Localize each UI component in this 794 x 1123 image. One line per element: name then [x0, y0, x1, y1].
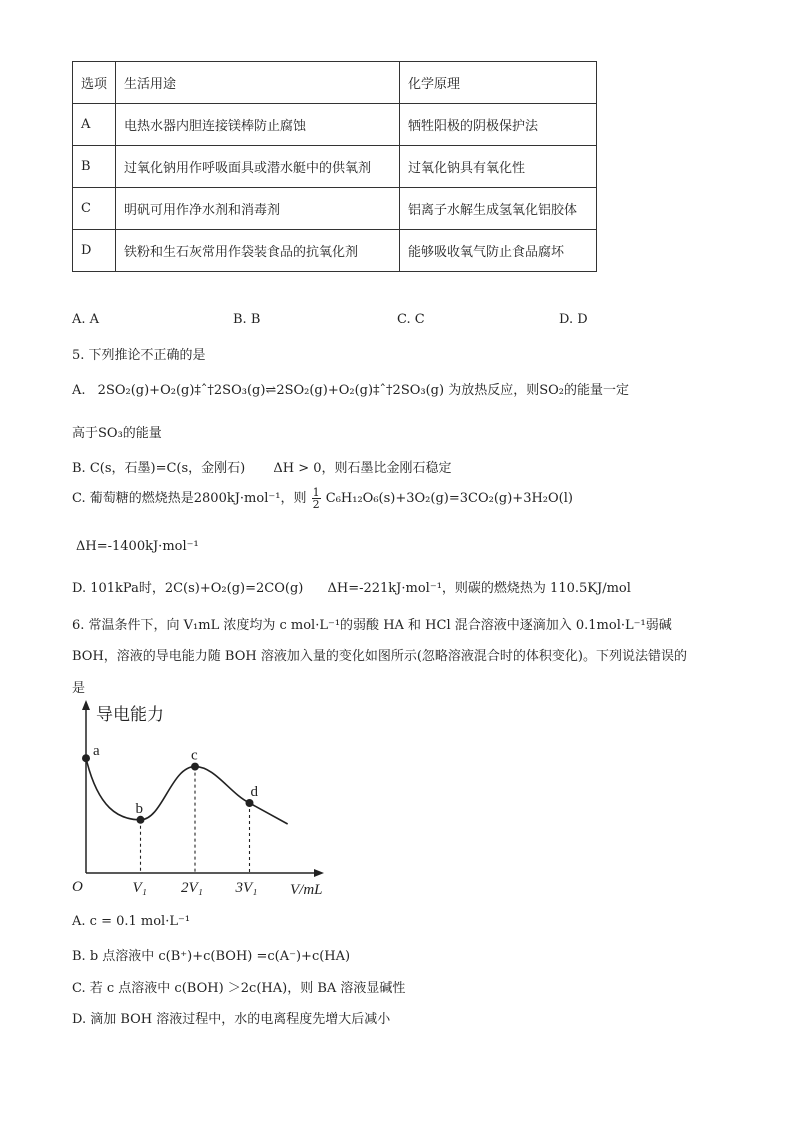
q5-c-pre: C. 葡萄糖的燃烧热是 [72, 491, 194, 506]
q5-c-fraction [312, 487, 321, 510]
options-table [72, 61, 597, 272]
q5-a-so3: SO₃ [98, 426, 123, 441]
table-row [73, 230, 597, 272]
table-header-cell: 化学原理 [400, 62, 597, 104]
table-cell: 过氧化钠具有氧化性 [400, 146, 597, 188]
y-axis-arrow [82, 700, 90, 710]
q5-a-line2-post: 的能量 [122, 426, 162, 441]
x-axis-arrow [314, 869, 324, 877]
table-row [73, 104, 597, 146]
q5-b-dh: ΔH > 0，则石墨比金刚石稳定 [273, 461, 452, 476]
q5-c-dh: ΔH=-1400kJ·mol⁻¹ [76, 539, 199, 554]
point-label-d: d [250, 784, 258, 800]
table-cell: 能够吸收氧气防止食品腐坏 [400, 230, 597, 272]
q6-choice-b[interactable]: B. b 点溶液中 c(B⁺)+c(BOH) =c(A⁻)+c(HA) [72, 949, 351, 964]
q5-option-d[interactable] [72, 577, 631, 596]
q5-a-label: A. [72, 383, 86, 398]
y-axis-label: 导电能力 [96, 705, 164, 724]
table-cell: B [73, 146, 116, 188]
q5-d-equation: 2C(s)+O₂(g)=2CO(g) [164, 581, 304, 596]
table-header-cell: 生活用途 [116, 62, 400, 104]
q5-a-mid: 为放热反应，则 [448, 383, 540, 398]
table-cell: 过氧化钠用作呼吸面具或潜水艇中的供氧剂 [116, 146, 400, 188]
q5-d-pre: D. 101kPa时， [72, 581, 165, 596]
q5-a-tail: 的能量一定 [564, 383, 630, 398]
x-tick-label: 2V₁ [181, 880, 203, 896]
q4-choice-b[interactable]: B. B [233, 312, 261, 327]
x-tick-label: V₁ [132, 880, 147, 896]
table-cell: 明矾可用作净水剂和消毒剂 [116, 188, 400, 230]
point-b [137, 816, 145, 824]
point-d [246, 799, 254, 807]
q5-stem: 5. 下列推论不正确的是 [72, 348, 206, 363]
q4-choice-a[interactable]: A. A [72, 312, 100, 327]
q5-option-a[interactable] [72, 379, 629, 398]
q5-a-line2-pre: 高于 [72, 426, 99, 441]
point-label-a: a [93, 743, 100, 760]
q5-c-equation: C₆H₁₂O₆(s)+3O₂(g)=3CO₂(g)+3H₂O(l) [325, 491, 573, 506]
table-row [73, 188, 597, 230]
table-cell: 铝离子水解生成氢氧化铝胶体 [400, 188, 597, 230]
x-axis-label: V/mL [290, 882, 323, 898]
q5-d-tail: ，则碳的燃烧热为 110.5KJ/mol [441, 581, 631, 596]
table-cell: 牺牲阳极的阴极保护法 [400, 104, 597, 146]
point-label-c: c [191, 747, 198, 764]
table-header-cell: 选项 [73, 62, 116, 104]
q6-choice-d[interactable]: D. 滴加 BOH 溶液过程中，水的电离程度先增大后减小 [72, 1012, 391, 1027]
table-cell: D [73, 230, 116, 272]
fraction-numerator: 1 [312, 486, 320, 499]
table-cell: A [73, 104, 116, 146]
point-a [82, 754, 90, 762]
conductivity-chart [60, 698, 340, 904]
q5-option-c[interactable] [72, 487, 573, 510]
q5-a-equation: 2SO₂(g)+O₂(g)‡ˆ†2SO₃(g)⇌2SO₂(g)+O₂(g)‡ˆ†2SO₃(g) [97, 383, 445, 398]
q6-choice-c[interactable]: C. 若 c 点溶液中 c(BOH) ＞2c(HA)，则 BA 溶液显碱性 [72, 981, 406, 996]
q5-d-dh: ΔH=-221kJ·mol⁻¹ [327, 581, 442, 596]
table-row [73, 146, 597, 188]
q5-option-a-line2 [72, 422, 162, 441]
x-tick-label: 3V₁ [235, 880, 258, 896]
point-label-b: b [135, 800, 143, 817]
q5-option-b[interactable] [72, 457, 452, 476]
axes [82, 700, 324, 877]
fraction-denominator: 2 [312, 498, 320, 511]
q5-c-value: 2800kJ·mol⁻¹ [193, 491, 281, 506]
table-cell: 铁粉和生石灰常用作袋装食品的抗氧化剂 [116, 230, 400, 272]
q5-a-so2: SO₂ [539, 383, 565, 398]
q5-c-then: ，则 [280, 491, 307, 506]
origin-label: O [72, 879, 83, 895]
point-c [191, 763, 199, 771]
q6-stem-line2: BOH，溶液的导电能力随 BOH 溶液加入量的变化如图所示(忽略溶液混合时的体积变化)。下列说法错误的 [72, 649, 687, 664]
q6-choice-a[interactable]: A. c = 0.1 mol·L⁻¹ [72, 914, 191, 929]
q6-stem-line1: 6. 常温条件下，向 V₁mL 浓度均为 c mol·L⁻¹的弱酸 HA 和 HCl 混合溶液中逐滴加入 0.1mol·L⁻¹弱碱 [72, 618, 672, 633]
table-cell: 电热水器内胆连接镁棒防止腐蚀 [116, 104, 400, 146]
table-cell: C [73, 188, 116, 230]
q5-b-text: B. C(s，石墨)=C(s，金刚石) [72, 461, 246, 476]
q4-choice-c[interactable]: C. C [397, 312, 425, 327]
q4-choice-d[interactable]: D. D [559, 312, 588, 327]
q6-stem-line3: 是 [72, 681, 86, 696]
table-header-row [73, 62, 597, 104]
